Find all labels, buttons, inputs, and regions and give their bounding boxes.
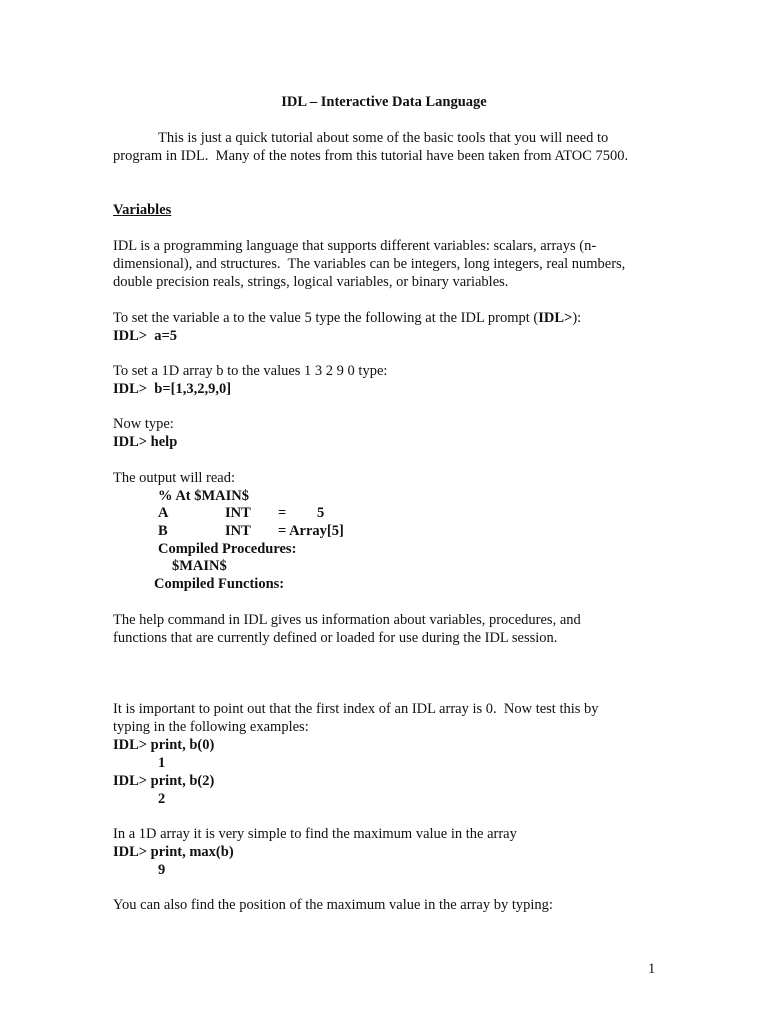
- output-row-b-name: B: [158, 523, 168, 539]
- position-para-text: You can also find the position of the maximum value in the array by typing:: [113, 897, 553, 913]
- intro-line-1: This is just a quick tutorial about some of the basic tools that you will need to: [158, 130, 609, 146]
- output-main-line: % At $MAIN$: [158, 488, 250, 504]
- document-title: IDL – Interactive Data Language: [281, 94, 487, 110]
- output-compiled-procedures: Compiled Procedures:: [158, 541, 297, 557]
- output-row-a-eq: =: [278, 505, 287, 521]
- page-number: 1: [648, 961, 656, 977]
- max-para-text: In a 1D array it is very simple to find the maximum value in the array: [113, 826, 517, 842]
- section-heading-variables: Variables: [113, 202, 172, 218]
- index-result-2: 2: [158, 791, 166, 807]
- help-para-line-1: The help command in IDL gives us information about variables, procedures, and: [113, 612, 581, 628]
- output-row-a-name: A: [158, 505, 169, 521]
- output-row-a-value: 5: [317, 505, 325, 521]
- now-type-code: IDL> help: [113, 434, 178, 450]
- para1-line-1: IDL is a programming language that supports different variables: scalars, arrays (n-: [113, 238, 597, 254]
- output-compiled-functions: Compiled Functions:: [154, 576, 285, 592]
- index-code-2: IDL> print, b(2): [113, 773, 215, 789]
- set-variable-text-after: ):: [572, 310, 582, 326]
- index-para-line-2: typing in the following examples:: [113, 719, 309, 735]
- output-row-b-value: = Array[5]: [278, 523, 344, 539]
- output-main-procedure: $MAIN$: [172, 558, 227, 574]
- set-variable-text-before: To set the variable a to the value 5 type the following at the IDL prompt (: [113, 310, 539, 326]
- output-row-a-type: INT: [225, 505, 251, 521]
- max-code: IDL> print, max(b): [113, 844, 234, 860]
- para1-line-3: double precision reals, strings, logical variables, or binary variables.: [113, 274, 509, 290]
- set-variable-prompt: IDL>: [538, 310, 573, 326]
- set-variable-code: IDL> a=5: [113, 328, 178, 344]
- max-result: 9: [158, 862, 166, 878]
- output-row-b-type: INT: [225, 523, 251, 539]
- help-para-line-2: functions that are currently defined or loaded for use during the IDL session.: [113, 630, 558, 646]
- intro-line-2: program in IDL. Many of the notes from this tutorial have been taken from ATOC 7500.: [113, 148, 629, 164]
- output-intro: The output will read:: [113, 470, 236, 486]
- set-variable-text: [113, 309, 581, 327]
- now-type-text: Now type:: [113, 416, 174, 432]
- para1-line-2: dimensional), and structures. The variables can be integers, long integers, real numbers,: [113, 256, 626, 272]
- index-para-line-1: It is important to point out that the first index of an IDL array is 0. Now test this by: [113, 701, 599, 717]
- index-code-1: IDL> print, b(0): [113, 737, 215, 753]
- set-array-text: To set a 1D array b to the values 1 3 2 9 0 type:: [113, 363, 388, 379]
- index-result-1: 1: [158, 755, 166, 771]
- set-array-code: IDL> b=[1,3,2,9,0]: [113, 381, 232, 397]
